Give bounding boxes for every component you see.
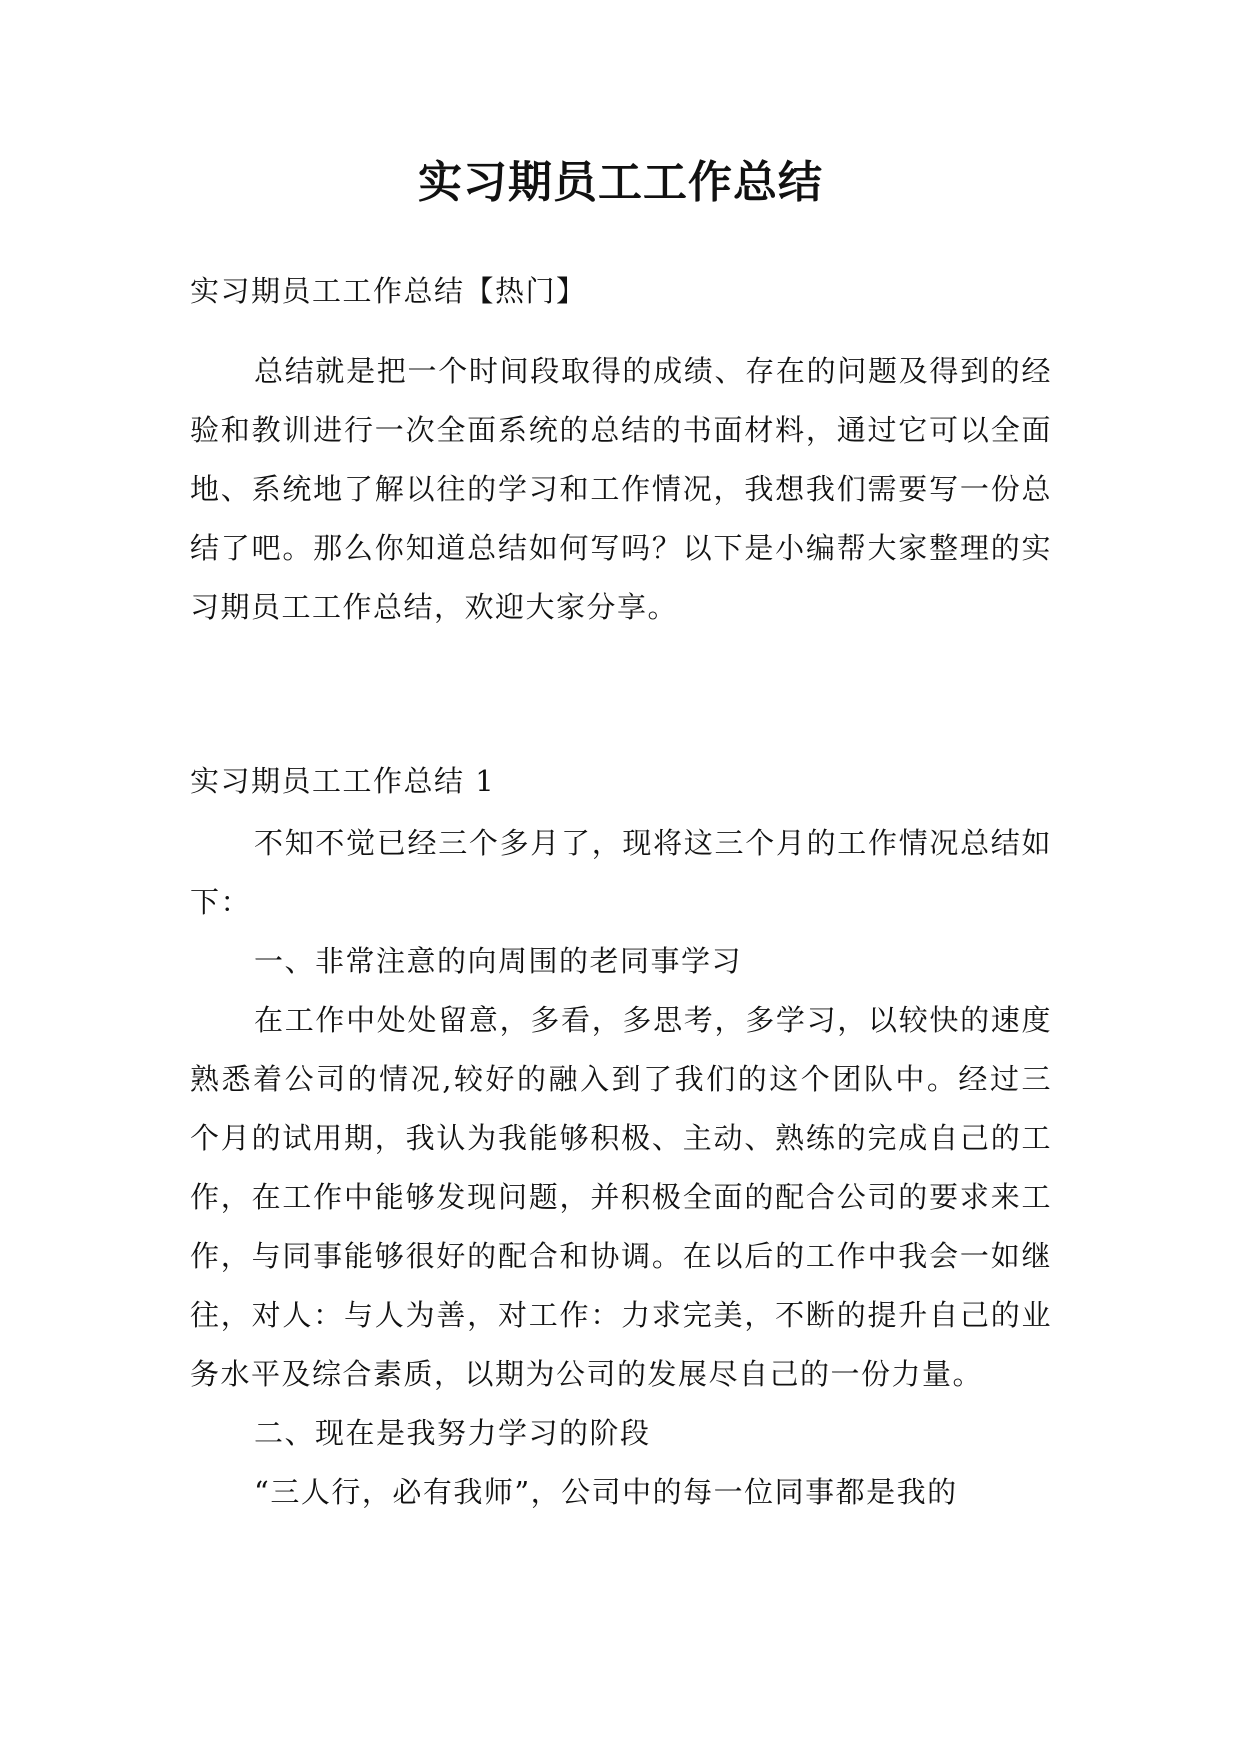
- intro-block: [190, 342, 1052, 637]
- item-heading: 一、非常注意的向周围的老同事学习: [254, 944, 743, 978]
- document-subtitle: 实习期员工工作总结【热门】: [190, 274, 587, 308]
- section-paragraph: 不知不觉已经三个多月了，现将这三个月的工作情况总结如下：: [190, 826, 1052, 919]
- section-body: [190, 814, 1052, 1522]
- item-paragraph: “三人行，必有我师”，公司中的每一位同事都是我的: [254, 1475, 958, 1509]
- section-heading: 实习期员工工作总结 1: [190, 764, 496, 798]
- item-heading: 二、现在是我努力学习的阶段: [254, 1416, 651, 1450]
- document-title: 实习期员工工作总结: [418, 157, 823, 208]
- item-paragraph: 在工作中处处留意，多看，多思考，多学习，以较快的速度熟悉着公司的情况,较好的融入到了我们的这个团队中。经过三个月的试用期，我认为我能够积极、主动、熟练的完成自己的工作，在工作中能够发现问题，并积极全面的配合公司的要求来工作，与同事能够很好的配合和协调。在以后的工作中我会一如继往，对人：与人为善，对工作：力求完美，不断的提升自己的业务水平及综合素质，以期为公司的发展尽自己的一份力量。: [190, 1003, 1052, 1391]
- intro-paragraph: 总结就是把一个时间段取得的成绩、存在的问题及得到的经验和教训进行一次全面系统的总结的书面材料，通过它可以全面地、系统地了解以往的学习和工作情况，我想我们需要写一份总结了吧。那么你知道总结如何写吗？以下是小编帮大家整理的实习期员工工作总结，欢迎大家分享。: [190, 354, 1052, 624]
